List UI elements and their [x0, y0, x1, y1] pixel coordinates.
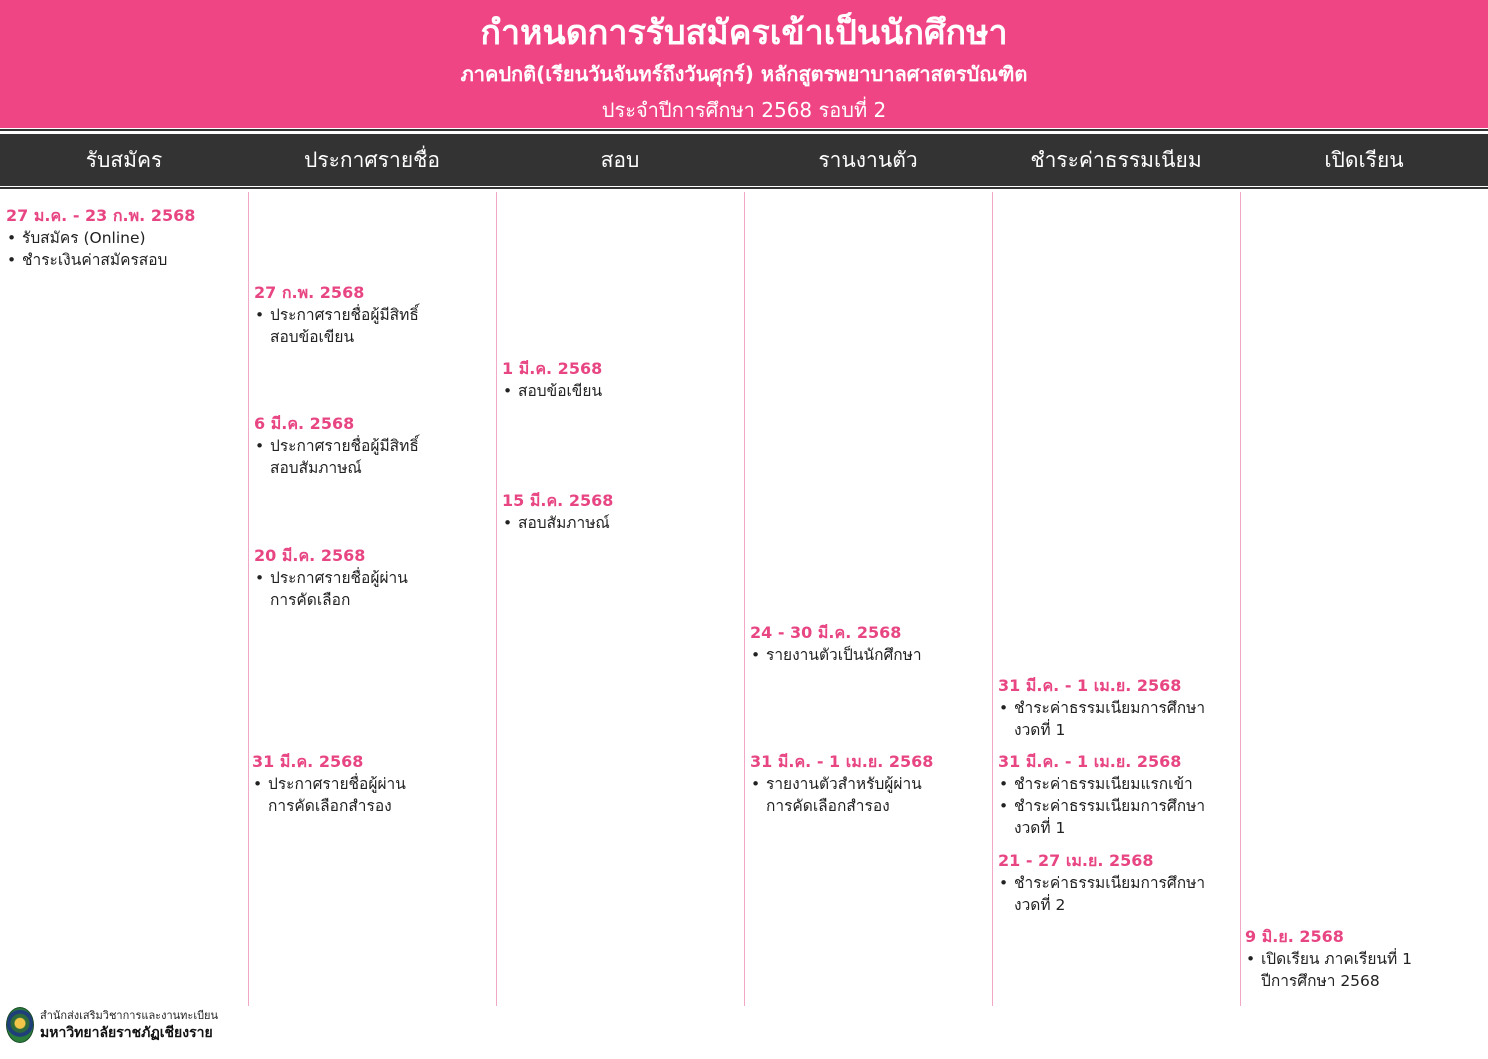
entry-item: • รายงานตัวสำหรับผู้ผ่าน การคัดเลือกสำรอง	[750, 773, 986, 817]
column-divider	[744, 192, 745, 1006]
schedule-entry	[750, 751, 986, 817]
entry-item: • ประกาศรายชื่อผู้ผ่าน การคัดเลือก	[254, 567, 490, 611]
entry-date: 27 ก.พ. 2568	[254, 283, 365, 302]
schedule-entry	[6, 205, 242, 271]
entry-date: 24 - 30 มี.ค. 2568	[750, 623, 902, 642]
schedule-entry	[254, 282, 490, 348]
entry-item: • ชำระค่าธรรมเนียมการศึกษา งวดที่ 2	[998, 872, 1234, 916]
schedule-entry	[252, 751, 488, 817]
entry-item: • ชำระค่าธรรมเนียมการศึกษา งวดที่ 1	[998, 697, 1234, 741]
entry-item: • รายงานตัวเป็นนักศึกษา	[750, 644, 986, 666]
schedule-entry	[998, 850, 1234, 916]
university-name: มหาวิทยาลัยราชภัฏเชียงราย	[40, 1025, 213, 1041]
column-divider	[1240, 192, 1241, 1006]
entry-date: 9 มิ.ย. 2568	[1245, 927, 1344, 946]
column-divider	[496, 192, 497, 1006]
column-header-bar	[0, 134, 1488, 186]
entry-date: 31 มี.ค. - 1 เม.ย. 2568	[750, 752, 934, 771]
entry-item: • รับสมัคร (Online)	[6, 227, 242, 249]
divider-line	[0, 187, 1488, 189]
schedule-entry	[998, 675, 1234, 741]
footer-text	[40, 1008, 218, 1042]
schedule-entry	[750, 622, 986, 666]
header-banner	[0, 0, 1488, 128]
column-header-announce: ประกาศรายชื่อ	[304, 148, 440, 172]
entry-date: 15 มี.ค. 2568	[502, 491, 614, 510]
entry-item: • ชำระเงินค่าสมัครสอบ	[6, 249, 242, 271]
column-header-classes: เปิดเรียน	[1324, 148, 1404, 172]
entry-item: • สอบข้อเขียน	[502, 380, 738, 402]
entry-item: • ประกาศรายชื่อผู้ผ่าน การคัดเลือกสำรอง	[252, 773, 488, 817]
entry-item: • สอบสัมภาษณ์	[502, 512, 738, 534]
entry-date: 31 มี.ค. 2568	[252, 752, 364, 771]
schedule-entry	[1245, 926, 1481, 992]
entry-date: 20 มี.ค. 2568	[254, 546, 366, 565]
office-name: สำนักส่งเสริมวิชาการและงานทะเบียน	[40, 1009, 219, 1022]
schedule-entry	[998, 751, 1234, 839]
university-seal-icon	[6, 1007, 34, 1043]
entry-item: • ประกาศรายชื่อผู้มีสิทธิ์ สอบสัมภาษณ์	[254, 435, 490, 479]
column-header-apply: รับสมัคร	[85, 148, 163, 172]
column-divider	[248, 192, 249, 1006]
entry-item: • ประกาศรายชื่อผู้มีสิทธิ์ สอบข้อเขียน	[254, 304, 490, 348]
entry-item: • ชำระค่าธรรมเนียมการศึกษา งวดที่ 1	[998, 795, 1234, 839]
schedule-entry	[502, 490, 738, 534]
entry-date: 27 ม.ค. - 23 ก.พ. 2568	[6, 206, 196, 225]
page-subtitle: ภาคปกติ(เรียนวันจันทร์ถึงวันศุกร์) หลักสูตรพยาบาลศาสตรบัณฑิต	[460, 62, 1028, 86]
page-subtitle-year: ประจำปีการศึกษา 2568 รอบที่ 2	[601, 98, 887, 122]
page-title: กำหนดการรับสมัครเข้าเป็นนักศึกษา	[480, 13, 1008, 53]
entry-date: 31 มี.ค. - 1 เม.ย. 2568	[998, 752, 1182, 771]
column-header-exam: สอบ	[600, 148, 640, 172]
schedule-entry	[254, 413, 490, 479]
column-header-report: รานงานตัว	[818, 148, 918, 172]
schedule-entry	[254, 545, 490, 611]
schedule-entry	[502, 358, 738, 402]
entry-date: 21 - 27 เม.ย. 2568	[998, 851, 1154, 870]
entry-item: • เปิดเรียน ภาคเรียนที่ 1 ปีการศึกษา 2568	[1245, 948, 1481, 992]
schedule-grid	[0, 192, 1488, 1006]
entry-date: 6 มี.ค. 2568	[254, 414, 355, 433]
entry-date: 31 มี.ค. - 1 เม.ย. 2568	[998, 676, 1182, 695]
column-header-fees: ชำระค่าธรรมเนียม	[1030, 148, 1202, 172]
divider-line	[0, 129, 1488, 131]
footer	[6, 1005, 218, 1045]
column-divider	[992, 192, 993, 1006]
entry-item: • ชำระค่าธรรมเนียมแรกเข้า	[998, 773, 1234, 795]
entry-date: 1 มี.ค. 2568	[502, 359, 603, 378]
